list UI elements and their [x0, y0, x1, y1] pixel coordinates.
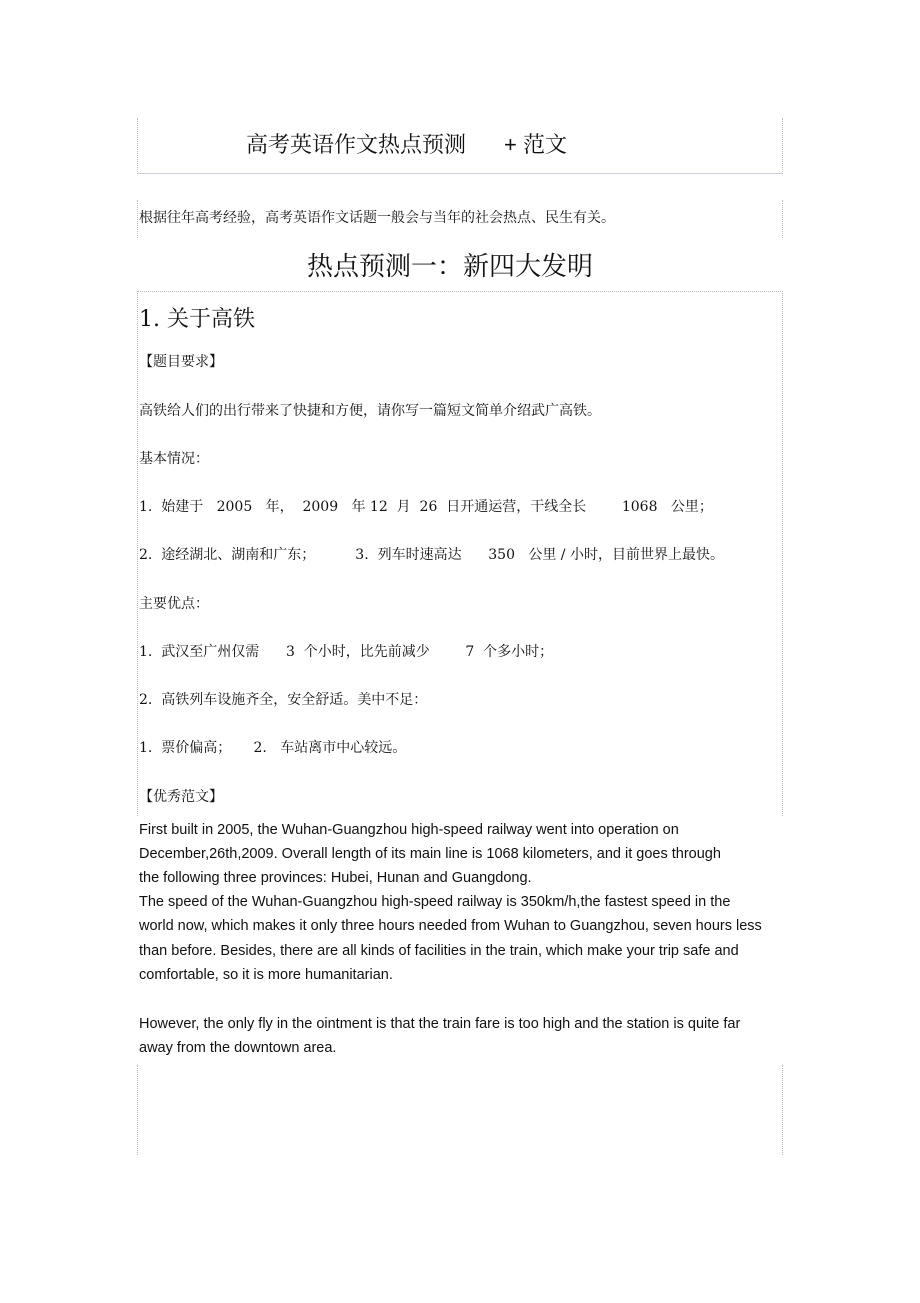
sample-line: The speed of the Wuhan-Guangzhou high-speed railway is 350km/h,the fastest speed in the [139, 894, 731, 910]
basic-line: 2. 途经湖北、湖南和广东； 3. 列车时速高达 350 公里 / 小时，目前世界上最快。 [139, 547, 724, 563]
title-main: 高考英语作文热点预测 [246, 133, 467, 158]
basic-label: 基本情况： [139, 451, 209, 467]
advantage-line: 1. 武汉至广州仅需 3 个小时，比先前减少 7 个多小时； [139, 644, 554, 660]
advantages-label: 主要优点： [139, 596, 209, 612]
empty-frame [137, 1065, 783, 1155]
sample-line: the following three provinces: Hubei, Hunan and Guangdong. [139, 870, 532, 886]
document-title [246, 128, 567, 159]
sample-line: comfortable, so it is more humanitarian. [139, 967, 393, 983]
title-suffix: + 范文 [504, 132, 567, 157]
drawbacks-line: 1. 票价偏高； 2. 车站离市中心较远。 [139, 740, 407, 756]
sample-line: However, the only fly in the ointment is that the train fare is too high and the station is quite far [139, 1016, 741, 1032]
advantage-line: 2. 高铁列车设施齐全，安全舒适。美中不足： [139, 692, 428, 708]
subsection-title: 1. 关于高铁 [139, 307, 255, 332]
requirement-label: 【题目要求】 [139, 354, 223, 370]
requirement-text: 高铁给人们的出行带来了快捷和方便，请你写一篇短文简单介绍武广高铁。 [139, 403, 601, 419]
sample-line: First built in 2005, the Wuhan-Guangzhou high-speed railway went into operation on [139, 822, 679, 838]
basic-line: 1. 始建于 2005 年， 2009 年 12 月 26 日开通运营，干线全长 1068 公里； [139, 499, 713, 515]
sample-line: away from the downtown area. [139, 1040, 337, 1056]
sample-line: world now, which makes it only three hours needed from Wuhan to Guangzhou, seven hours less [139, 918, 762, 934]
sample-label: 【优秀范文】 [139, 789, 223, 805]
section-title: 热点预测一：新四大发明 [307, 252, 594, 282]
sample-line: than before. Besides, there are all kinds of facilities in the train, which make your trip safe and [139, 943, 739, 959]
sample-line: December,26th,2009. Overall length of its main line is 1068 kilometers, and it goes through [139, 846, 721, 862]
intro-text: 根据往年高考经验，高考英语作文话题一般会与当年的社会热点、民生有关。 [139, 210, 615, 226]
